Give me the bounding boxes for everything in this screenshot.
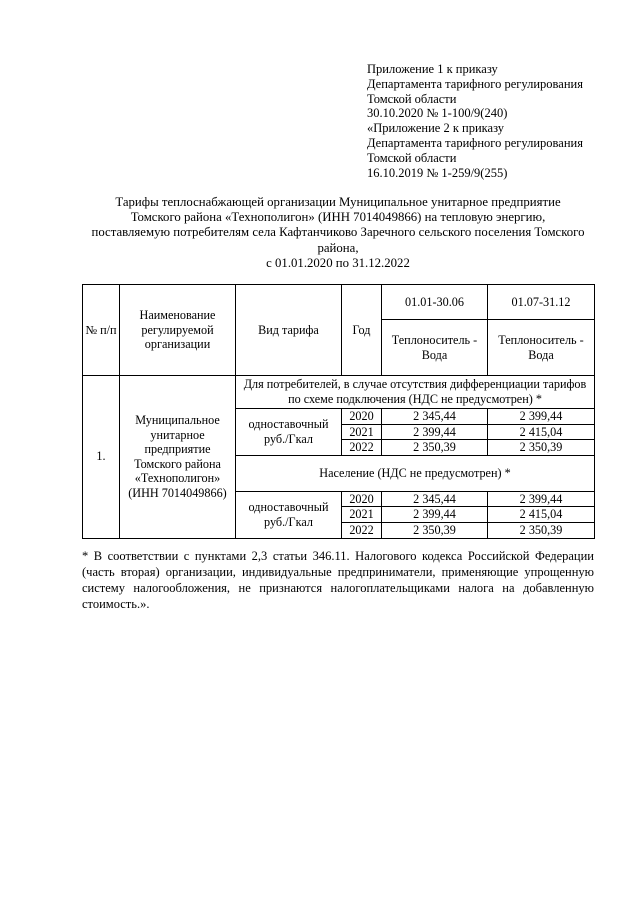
header-line: 30.10.2020 № 1-100/9(240) [367, 106, 508, 121]
title-line: района, [317, 240, 359, 255]
year-cell: 2021 [342, 424, 382, 440]
value-cell: 2 350,39 [382, 440, 488, 456]
title-line: Томского района «Технополигон» (ИНН 7014049866) на тепловую энергию, [130, 210, 546, 225]
header-line: Томской области [367, 91, 457, 106]
value-cell: 2 350,39 [488, 522, 595, 538]
document-title [82, 195, 594, 271]
organization-name: Муниципальное унитарное предприятие Томского района «Технополигон» (ИНН 7014049866) [120, 376, 236, 539]
header-line: «Приложение 2 к приказу [367, 121, 505, 136]
value-cell: 2 415,04 [488, 507, 595, 523]
year-cell: 2022 [342, 522, 382, 538]
header-year: Год [342, 285, 382, 376]
section-population-tariff-type: одноставочный руб./Гкал [236, 491, 342, 538]
value-cell: 2 399,44 [488, 491, 595, 507]
header-line: Департамента тарифного регулирования [367, 76, 583, 91]
section-population-label: Население (НДС не предусмотрен) * [236, 455, 595, 491]
value-cell: 2 399,44 [488, 409, 595, 425]
header-line: Приложение 1 к приказу [367, 62, 498, 76]
footnote: * В соответствии с пунктами 2,3 статьи 346.11. Налогового кодекса Российской Федерации (часть вторая) организации, индивидуальные предприниматели, применяющие упрощенную систему налогообложения, не признаются налогоплательщиками налога на добавленную стоимость.». [82, 549, 594, 611]
tariff-table [82, 284, 595, 539]
value-cell: 2 345,44 [382, 409, 488, 425]
value-cell: 2 399,44 [382, 424, 488, 440]
year-cell: 2022 [342, 440, 382, 456]
header-line: 16.10.2019 № 1-259/9(255) [367, 165, 508, 180]
header-organization: Наименование регулируемой организации [120, 285, 236, 376]
header-period-2: 01.07-31.12 [488, 285, 595, 320]
value-cell: 2 415,04 [488, 424, 595, 440]
header-period-1: 01.01-30.06 [382, 285, 488, 320]
year-cell: 2021 [342, 507, 382, 523]
value-cell: 2 345,44 [382, 491, 488, 507]
header-carrier-2: Теплоноситель - Вода [488, 320, 595, 376]
header-carrier-1: Теплоноситель - Вода [382, 320, 488, 376]
section-consumers-label: Для потребителей, в случае отсутствия дифференциации тарифов по схеме подключения (НДС не предусмотрен) * [236, 376, 595, 409]
value-cell: 2 350,39 [382, 522, 488, 538]
order-header [367, 62, 583, 180]
row-number: 1. [83, 376, 120, 539]
header-line: Департамента тарифного регулирования [367, 135, 583, 150]
title-line: с 01.01.2020 по 31.12.2022 [266, 255, 410, 270]
header-num: № п/п [83, 285, 120, 376]
title-line: поставляемую потребителям села Кафтанчиково Заречного сельского поселения Томского [91, 225, 585, 240]
title-line: Тарифы теплоснабжающей организации Муниципальное унитарное предприятие [115, 195, 561, 209]
value-cell: 2 350,39 [488, 440, 595, 456]
header-line: Томской области [367, 150, 457, 165]
year-cell: 2020 [342, 409, 382, 425]
year-cell: 2020 [342, 491, 382, 507]
value-cell: 2 399,44 [382, 507, 488, 523]
section-consumers-tariff-type: одноставочный руб./Гкал [236, 409, 342, 456]
header-tariff-type: Вид тарифа [236, 285, 342, 376]
